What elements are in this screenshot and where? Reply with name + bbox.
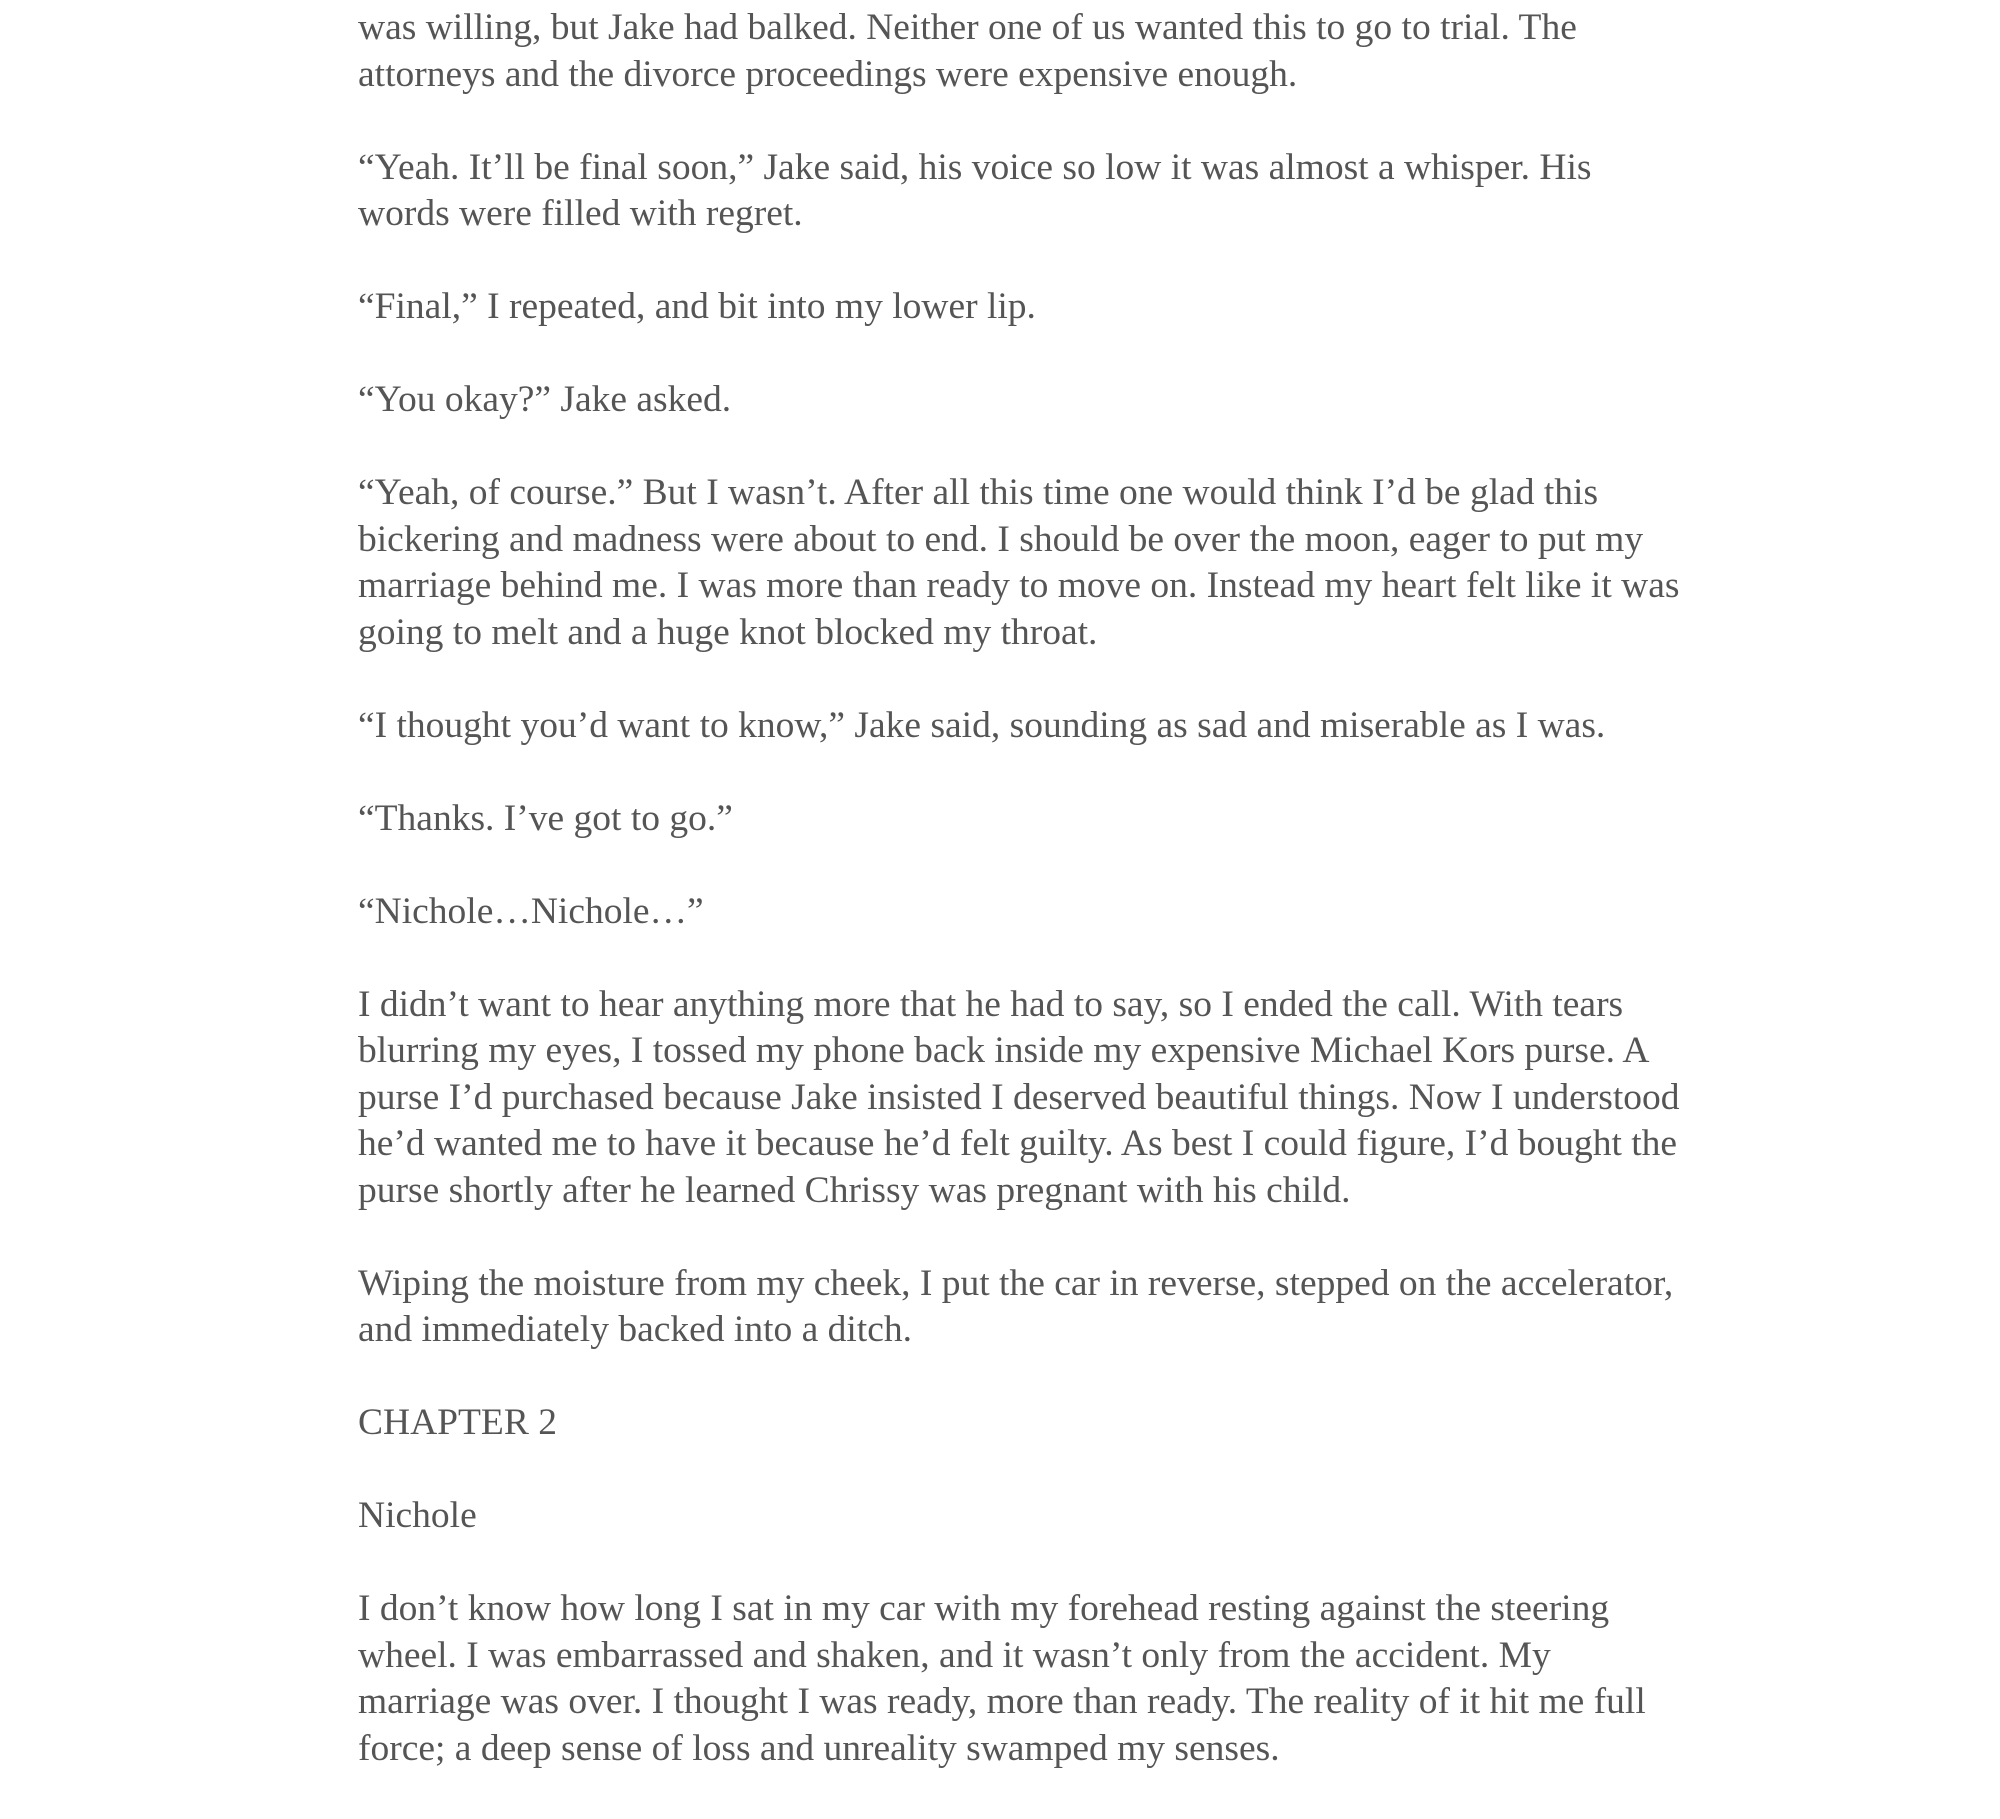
paragraph: “Thanks. I’ve got to go.”: [358, 797, 733, 839]
chapter-heading: CHAPTER 2: [358, 1402, 557, 1443]
paragraph: “Nichole…Nichole…”: [358, 890, 704, 932]
paragraph: was willing, but Jake had balked. Neither one of us wanted this to go to trial. The attorneys and the divorce proceedings were expensive enough.: [358, 7, 1577, 95]
paragraph: I didn’t want to hear anything more that he had to say, so I ended the call. With tears blurring my eyes, I tossed my phone back inside my expensive Michael Kors purse. A purse I’d purchased because Jake insisted I deserved beautiful things. Now I understood he’d wanted me to have it because he’d felt guilty. As best I could figure, I’d bought the purse shortly after he learned Chrissy was pregnant with his child.: [358, 983, 1680, 1211]
paragraph: “I thought you’d want to know,” Jake said, sounding as sad and miserable as I was.: [358, 704, 1606, 746]
paragraph: “Yeah. It’ll be final soon,” Jake said, his voice so low it was almost a whisper. His words were filled with regret.: [358, 146, 1592, 234]
paragraph: “Yeah, of course.” But I wasn’t. After all this time one would think I’d be glad this bickering and madness were about to end. I should be over the moon, eager to put my marriage behind me. I was more than ready to move on. Instead my heart felt like it was going to melt and a huge knot blocked my throat.: [358, 472, 1680, 653]
paragraph: Wiping the moisture from my cheek, I put the car in reverse, stepped on the accelerator, and immediately backed into a ditch.: [358, 1262, 1674, 1350]
document-page: [358, 0, 1688, 1819]
paragraph: “You okay?” Jake asked.: [358, 379, 732, 420]
chapter-pov-name: Nichole: [358, 1495, 477, 1536]
paragraph: “Final,” I repeated, and bit into my lower lip.: [358, 286, 1036, 327]
paragraph: I don’t know how long I sat in my car with my forehead resting against the steering wheel. I was embarrassed and shaken, and it wasn’t only from the accident. My marriage was over. I thought I was ready, more than ready. The reality of it hit me full force; a deep sense of loss and unreality swamped my senses.: [358, 1588, 1646, 1769]
